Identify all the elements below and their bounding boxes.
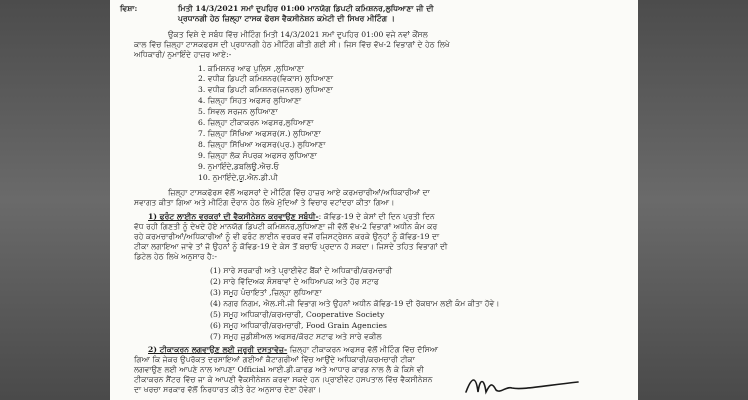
department-item: (6) ਸਮੂਹ ਅਧਿਕਾਰੀ/ਕਰਮਚਾਰੀ, Food Grain Agencies	[210, 321, 387, 330]
attendee-item: 9. ਜ਼ਿਲ੍ਹਾ ਲੋਕ ਸੰਪਰਕ ਅਫਸਰ ਲੁਧਿਆਣਾ	[198, 151, 318, 160]
para1-line-1: ਜ਼ਿਲ੍ਹਾ ਟਾਸਕਫੋਰਸ ਵੱਲੋਂ ਅਫਸਰਾਂ ਦੇ ਮੀਟਿੰਗ ਵਿੱਚ ਹਾਜ਼ਰ ਆਏ ਕਰਮਚਾਰੀਆਂ/ਅਧਿਕਾਰੀਆਂ ਦਾ	[168, 188, 430, 197]
attendee-item: 9. ਨੁਮਾਇੰਦੇ,ਡਬਲਿਊ.ਐਚ.ਓ	[198, 162, 280, 171]
point2-line-5: ਦਾ ਖਰਚਾ ਸਰਕਾਰ ਵੱਲੋਂ ਨਿਰਧਾਰਤ ਕੀਤੇ ਰੇਟ ਅਨੁਸਾਰ ਦੇਣਾ ਹੋਵੇਗਾ।	[134, 385, 322, 394]
left-background-strip	[0, 0, 110, 400]
point1-line-4: ਟੀਕਾ ਲਗਾਇਆ ਜਾਵੇ ਤਾਂ ਜੋ ਉਹਨਾਂ ਨੂੰ ਕੋਵਿਡ-19 ਦੇ ਕੇਸ ਤੋਂ ਬਚਾਓ ਪ੍ਰਦਾਨ ਹੋ ਸਕਦਾ। ਜਿਸਦੇ ਤਹਿਤ ਵਿਭਾਗਾਂ ਦੀ	[134, 242, 448, 251]
document-page	[110, 0, 638, 400]
department-item: (5) ਸਮੂਹ ਅਧਿਕਾਰੀ/ਕਰਮਚਾਰੀ, Cooperative Society	[210, 310, 385, 319]
attendee-item: 4. ਜ਼ਿਲ੍ਹਾ ਸਿਹਤ ਅਫਸਰ ਲੁਧਿਆਣਾ	[198, 96, 302, 105]
attendee-item: 6. ਜ਼ਿਲ੍ਹਾ ਟੀਕਾਕਰਨ ਅਫਸਰ,ਲੁਧਿਆਣਾ	[198, 118, 314, 127]
intro-line-2: ਕਾਲ ਵਿੱਚ ਜ਼ਿਲ੍ਹਾ ਟਾਸਕਫਰਸ ਦੀ ਪ੍ਰਧਾਨਗੀ ਹੇਠ ਮੀਟਿੰਗ ਕੀਤੀ ਗਈ ਸੀ। ਜਿਸ ਵਿੱਚ ਵੱਖ-2 ਵਿਭਾਗਾਂ ਦੇ ਹੇਠ ਲਿਖੇ	[134, 40, 450, 49]
point2-line-4: ਟੀਕਾਕਰਨ ਸੈਂਟਰ ਵਿੱਚ ਜਾ ਕੇ ਆਪਣੀ ਵੈਕਸੀਨੇਸ਼ਨ ਕਰਵਾ ਸਕਦੇ ਹਨ।ਪ੍ਰਾਈਵੇਟ ਹਸਪਤਾਲ ਵਿੱਚ ਵੈਕਸੀਨੇਸ਼ਨ	[134, 375, 433, 384]
department-item: (1) ਸਾਰੇ ਸਰਕਾਰੀ ਅਤੇ ਪ੍ਰਾਈਵੇਟ ਬੈਂਕਾਂ ਦੇ ਅਧਿਕਾਰੀ/ਕਰਮਚਾਰੀ	[210, 266, 393, 275]
point1-line-3: ਰਹੇ ਕਰਮਚਾਰੀਆਂ/ਅਧਿਕਾਰੀਆਂ ਨੂੰ ਵੀ ਫਰੰਟ ਲਾਈਨ ਵਰਕਰ ਵਜੋਂ ਰਜਿਸਟ੍ਰੇਸ਼ਨ ਕਰਕੇ ਉਨ੍ਹਾਂ ਨੂੰ ਕੋਵਿਡ-19 ਦਾ	[134, 232, 440, 241]
subject-line-1: ਮਿਤੀ 14/3/2021 ਸਮਾਂ ਦੁਪਹਿਰ 01:00 ਮਾਨਯੋਗ ਡਿਪਟੀ ਕਮਿਸ਼ਨਰ,ਲੁਧਿਆਣਾ ਜੀ ਦੀ	[178, 4, 434, 13]
intro-line-3: ਅਧਿਕਾਰੀ/ ਨੁਮਾਇੰਦੇ ਹਾਜ਼ਰ ਆਏ:-	[134, 50, 232, 59]
department-item: (7) ਸਮੂਹ ਜੁਡੀਸ਼ੀਅਲ ਅਫਸਰ/ਕੋਰਟ ਸਟਾਫ ਅਤੇ ਸਾਰੇ ਵਕੀਲ	[210, 332, 382, 341]
signature-mark	[462, 372, 582, 398]
right-background-strip	[638, 0, 748, 400]
department-item: (2) ਸਾਰੇ ਵਿੱਦਿਅਕ ਸੰਸਥਾਵਾਂ ਦੇ ਅਧਿਆਪਕ ਅਤੇ ਹੋਰ ਸਟਾਫ	[210, 277, 380, 286]
attendee-item: 10. ਨੁਮਾਇੰਦੇ,ਯੂ.ਐਨ.ਡੀ.ਪੀ	[198, 173, 278, 182]
point1-heading: 1) ਫਰੰਟ ਲਾਈਨ ਵਰਕਰਾਂ ਦੀ ਵੈਕਸੀਨੇਸ਼ਨ ਕਰਵਾਉਣ ਸਬੰਧੀ-	[148, 212, 319, 221]
point1-line-5: ਡਿਟੇਲ ਹੇਠ ਲਿਖੇ ਅਨੁਸਾਰ ਹੈ:-	[134, 252, 217, 261]
subject-label: ਵਿਸ਼ਾ:	[120, 4, 138, 13]
department-item: (3) ਸਮੂਹ ਪੰਚਾਇਤਾਂ ,ਜ਼ਿਲ੍ਹਾ ਲੁਧਿਆਣਾ	[210, 288, 322, 297]
point1-line-2: ਵੱਧ ਰਹੀ ਗਿਣਤੀ ਨੂੰ ਦੇਖਦੇ ਹੋਏ ਮਾਨਯੋਗ ਡਿਪਟੀ ਕਮਿਸ਼ਨਰ,ਲੁਧਿਆਣਾ ਜੀ ਵੱਲੋਂ ਵੱਖ-2 ਵਿਭਾਗਾਂ ਅਧੀਨ ਕੰਮ ਕਰ	[134, 222, 438, 231]
attendee-item: 5. ਸਿਵਲ ਸਰਜਨ ਲੁਧਿਆਣਾ	[198, 107, 278, 116]
attendee-item: 2. ਵਧੀਕ ਡਿਪਟੀ ਕਮਿਸ਼ਨਰ(ਵਿਕਾਸ) ਲੁਧਿਆਣਾ	[198, 74, 334, 83]
department-item: (4) ਨਗਰ ਨਿਗਮ, ਐਲ.ਸੀ.ਜੀ ਵਿਭਾਗ ਅਤੇ ਉਹਨਾਂ ਅਧੀਨ ਕੋਵਿਡ-19 ਦੀ ਰੋਕਥਾਮ ਲਈ ਕੰਮ ਕੀਤਾ ਹੋਵੇ।	[210, 299, 500, 308]
point2-heading: 2) ਟੀਕਾਕਰਨ ਲਗਵਾਉਣ ਲਈ ਜਰੂਰੀ ਦਸਤਾਵੇਜ਼-	[148, 345, 288, 354]
attendee-item: 8. ਜ਼ਿਲ੍ਹਾ ਸਿੱਖਿਆ ਅਫਸਰ(ਪ੍ਰ.) ਲੁਧਿਆਣਾ	[198, 140, 326, 149]
point2-line-2: ਗਿਆ ਕਿ ਜੇਕਰ ਉਪਰੋਕਤ ਦਰਸਾਇਆਂ ਗਈਆਂ ਕੈਟਾਗਰੀਆਂ ਵਿੱਚ ਆਉਂਦੇ ਅਧਿਕਾਰੀ/ਕਰਮਚਾਰੀ ਟੀਕਾ	[134, 355, 415, 364]
point1-line-1-rest: : ਕੋਵਿਡ-19 ਦੇ ਕੇਸਾਂ ਦੀ ਦਿਨ ਪ੍ਰਤੀ ਦਿਨ	[318, 212, 435, 221]
para1-line-2: ਸਵਾਗਤ ਕੀਤਾ ਗਿਆ ਅਤੇ ਮੀਟਿੰਗ ਦੌਰਾਨ ਹੇਠ ਲਿਖੇ ਮੁੱਦਿਆਂ ਤੇ ਵਿਚਾਰ ਵਟਾਂਦਰਾ ਕੀਤਾ ਗਿਆ।	[134, 198, 395, 207]
subject-line-2: ਪ੍ਰਧਾਨਗੀ ਹੇਠ ਜ਼ਿਲ੍ਹਾ ਟਾਸਕ ਫੋਰਸ ਵੈਕਸੀਨੇਸ਼ਨ ਕਮੇਟੀ ਦੀ ਸਿਖਰ ਮੀਟਿੰਗ ।	[178, 14, 395, 23]
intro-line-1: ਉਕਤ ਵਿਸ਼ੇ ਦੇ ਸਬੰਧ ਵਿੱਚ ਮੀਟਿੰਗ ਮਿਤੀ 14/3/2021 ਸਮਾਂ ਦੁਪਹਿਰ 01:00 ਵਜੇ ਨਵਾਂ ਕੌਂਸਲ	[168, 30, 428, 39]
point2-line-3: ਲਗਵਾਉਣ ਲਈ ਆਪਣੇ ਨਾਲ ਆਪਣਾ Official ਆਈ.ਡੀ.ਕਾਰਡ ਅਤੇ ਆਧਾਰ ਕਾਰਡ ਨਾਲ ਲੈ ਕੇ ਕਿਸੇ ਵੀ	[134, 365, 424, 374]
attendee-item: 3. ਵਧੀਕ ਡਿਪਟੀ ਕਮਿਸ਼ਨਰ(ਜਨਰਲ) ਲੁਧਿਆਣਾ	[198, 85, 334, 94]
attendee-item: 1. ਕਮਿਸ਼ਨਰ ਆਫ ਪੁਲਿਸ ,ਲੁਧਿਆਣਾ	[198, 64, 304, 73]
attendee-item: 7. ਜ਼ਿਲ੍ਹਾ ਸਿੱਖਿਆ ਅਫਸਰ(ਸ.) ਲੁਧਿਆਣਾ	[198, 129, 321, 138]
point2-line-1-rest: ਜ਼ਿਲ੍ਹਾ ਟੀਕਾਕਰਨ ਅਫਸਰ ਵੱਲੋਂ ਮੀਟਿੰਗ ਵਿੱਚ ਦੱਸਿਆ	[287, 345, 439, 354]
